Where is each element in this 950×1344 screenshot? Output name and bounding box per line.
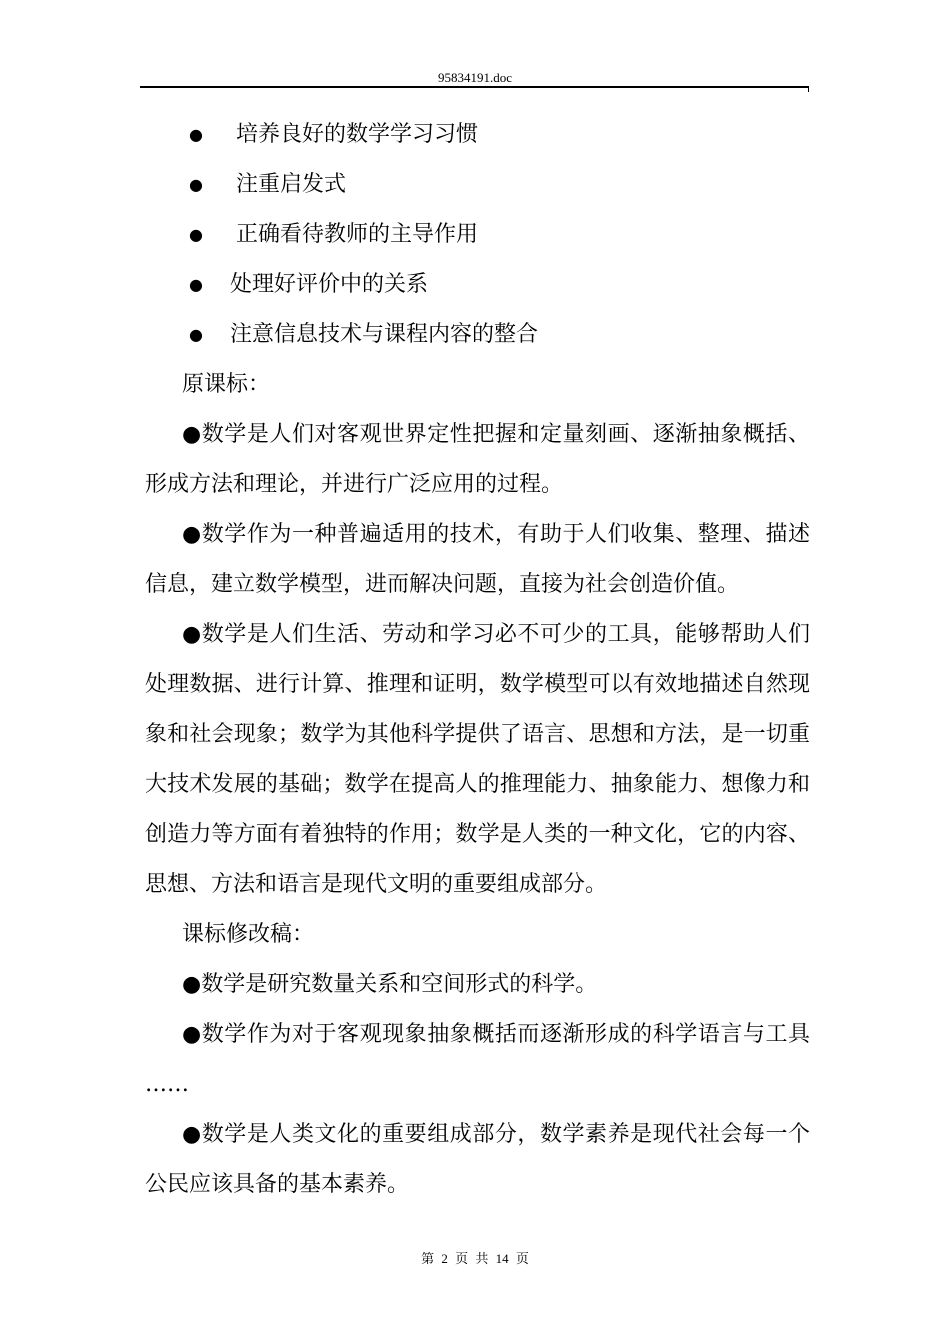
bullet-text: 处理好评价中的关系 [230,272,429,297]
header-rule [140,86,808,88]
bullet-dot-icon: ● [189,175,203,194]
paragraph [145,410,810,510]
bullet-text: 正确看待教师的主导作用 [236,222,479,247]
bullet-item [145,310,810,360]
bullet-dot-icon: ● [182,972,202,997]
bullet-item [145,110,810,160]
bullet-item [145,260,810,310]
bullet-text: 注意信息技术与课程内容的整合 [230,322,539,347]
bullet-dot-icon: ● [182,622,202,647]
paragraph [145,610,810,910]
paragraph-text: 数学作为一种普遍适用的技术，有助于人们收集、整理、描述信息，建立数学模型，进而解决问题，直接为社会创造价值。 [145,522,810,597]
paragraph [145,1010,810,1110]
paragraph-text: 数学是人们对客观世界定性把握和定量刻画、逐渐抽象概括、形成方法和理论，并进行广泛应用的过程。 [145,422,810,497]
bullet-text: 培养良好的数学学习习惯 [236,122,479,147]
bullet-dot-icon: ● [182,422,202,447]
paragraph [145,960,810,1010]
bullet-item [145,160,810,210]
bullet-dot-icon: ● [182,522,202,547]
paragraph-text: 数学是人类文化的重要组成部分，数学素养是现代社会每一个公民应该具备的基本素养。 [145,1122,810,1197]
document-body [145,110,810,1210]
bullet-dot-icon: ● [189,325,203,344]
section-label-revised: 课标修改稿： [182,922,315,947]
bullet-dot-icon: ● [189,125,203,144]
paragraph-text: 数学是人们生活、劳动和学习必不可少的工具，能够帮助人们处理数据、进行计算、推理和证明，数学模型可以有效地描述自然现象和社会现象；数学为其他科学提供了语言、思想和方法，是一切重大技术发展的基础；数学在提高人的推理能力、抽象能力、想像力和创造力等方面有着独特的作用；数学是人类的一种文化，它的内容、思想、方法和语言是现代文明的重要组成部分。 [145,622,810,897]
header-filename: 95834191.doc [437,70,513,85]
bullet-dot-icon: ● [182,1122,202,1147]
paragraph-text: 数学是研究数量关系和空间形式的科学。 [201,972,598,997]
bullet-item [145,210,810,260]
paragraph [145,1110,810,1210]
paragraph-text: 数学作为对于客观现象抽象概括而逐渐形成的科学语言与工具 …… [145,1022,810,1097]
bullet-dot-icon: ● [189,275,203,294]
section-label-original: 原课标： [182,372,271,397]
page-number: 第 2 页 共 14 页 [421,1251,529,1266]
bullet-text: 注重启发式 [236,172,347,197]
paragraph [145,510,810,610]
header-rule-tick [808,86,809,92]
bullet-dot-icon: ● [182,1022,202,1047]
bullet-dot-icon: ● [189,225,203,244]
